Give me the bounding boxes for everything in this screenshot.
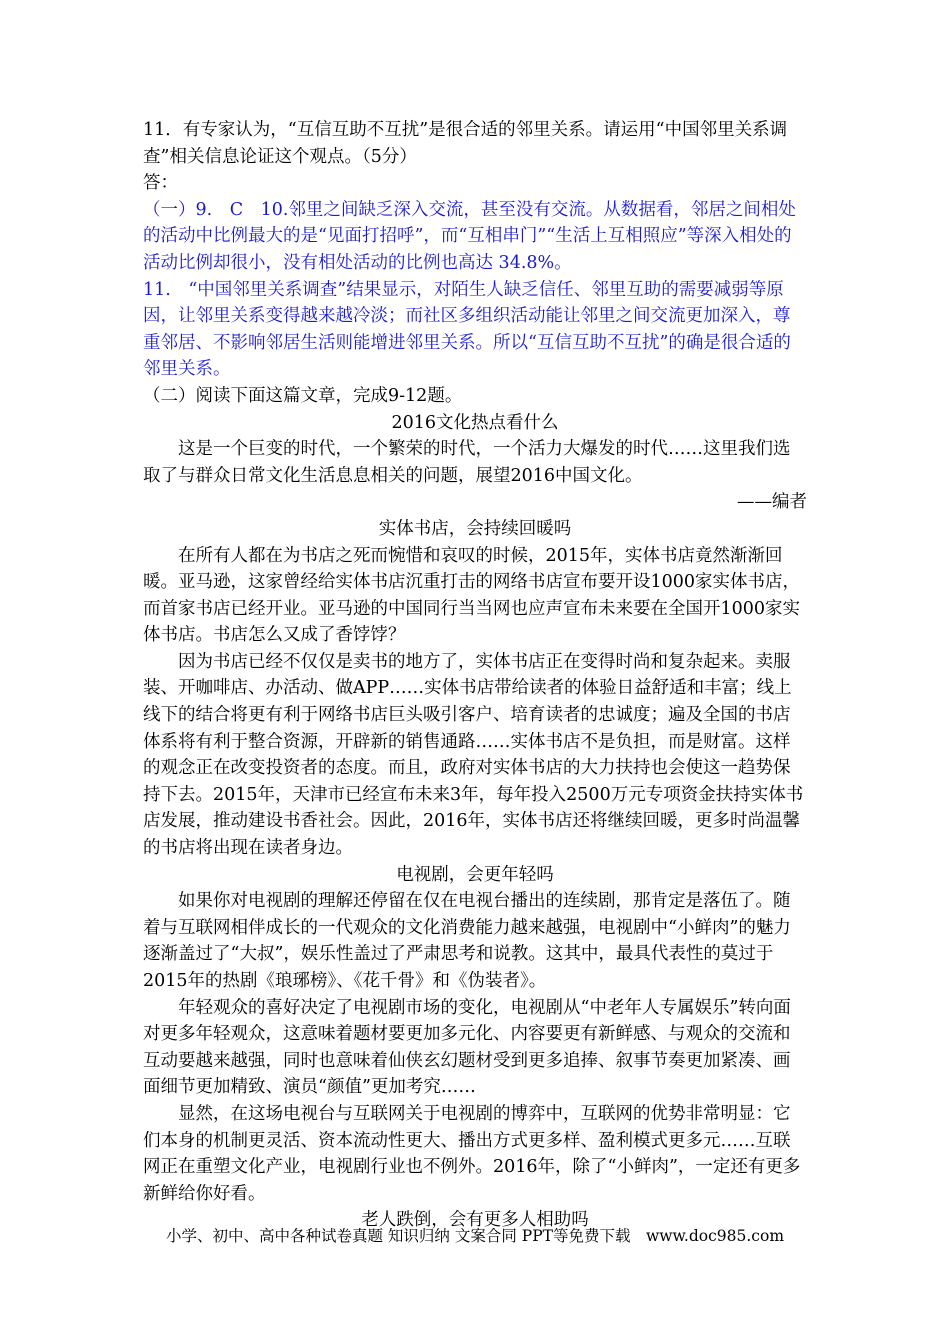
paragraph: 如果你对电视剧的理解还停留在仅在电视台播出的连续剧，那肯定是落伍了。随着与互联网相伴成长的一代观众的文化消费能力越来越强，电视剧中“小鲜肉”的魅力逐渐盖过了“大叔”，娱乐性盖过了严肃思考和说教。这其中，最具代表性的莫过于2015年的热剧《琅琊榜》、《花千骨》和《伪装者》。 xyxy=(143,891,791,991)
document-page xyxy=(143,117,807,1234)
editor-sign: ——编者 xyxy=(737,492,807,513)
answer-part-2: 11. “中国邻里关系调查”结果显示，对陌生人缺乏信任、邻里互助的需要减弱等原因，让邻里关系变得越来越冷淡；而社区多组织活动能让邻里之间交流更加深入，尊重邻居、不影响邻居生活则能增进邻里关系。所以“互信互助不互扰”的确是很合适的邻里关系。 xyxy=(143,279,791,380)
article-title: 2016文化热点看什么 xyxy=(391,412,559,433)
paragraph: 显然，在这场电视台与互联网关于电视剧的博弈中，互联网的优势非常明显：它们本身的机制更灵活、资本流动性更大、播出方式更多样、盈利模式更多元……互联网正在重塑文化产业，电视剧行业也不例外。2016年，除了“小鲜肉”，一定还有更多新鲜给你好看。 xyxy=(143,1103,801,1204)
paragraph: 因为书店已经不仅仅是卖书的地方了，实体书店正在变得时尚和复杂起来。卖服装、开咖啡店、办活动、做APP……实体书店带给读者的体验日益舒适和丰富；线上线下的结合将更有利于网络书店巨头吸引客户、培育读者的忠诚度；遍及全国的书店体系将有利于整合资源，开辟新的销售通路……实体书店不是负担，而是财富。这样的观念正在改变投资者的态度。而且，政府对实体书店的大力扶持也会使这一趋势保持下去。2015年，天津市已经宣布未来3年，每年投入2500万元专项资金扶持实体书店发展，推动建设书香社会。因此，2016年，实体书店还将继续回暖，更多时尚温馨的书店将出现在读者身边。 xyxy=(143,651,804,859)
answer-label: 答： xyxy=(143,173,178,194)
heading-elderly-fall: 老人跌倒，会有更多人相助吗 xyxy=(361,1210,589,1231)
article-lead: 这是一个巨变的时代，一个繁荣的时代，一个活力大爆发的时代……这里我们选取了与群众日常文化生活息息相关的问题，展望2016中国文化。 xyxy=(143,439,791,486)
answer-part-1: （一）9. C 10.邻里之间缺乏深入交流，甚至没有交流。从数据看，邻居之间相处的活动中比例最大的是“见面打招呼”，而“互相串门”“生活上互相照应”等深入相处的活动比例却很小，没有相处活动的比例也高达 34.8%。 xyxy=(143,199,796,273)
paragraph: 年轻观众的喜好决定了电视剧市场的变化，电视剧从“中老年人专属娱乐”转向面对更多年轻观众，这意味着题材要更加多元化、内容要更有新鲜感、与观众的交流和互动要越来越强，同时也意味着仙侠玄幻题材受到更多追捧、叙事节奏更加紧凑、画面细节更加精致、演员“颜值”更加考究…… xyxy=(143,997,791,1098)
footer-ad: 小学、初中、高中各种试卷真题 知识归纳 文案合同 PPT等免费下载 www.doc985.com xyxy=(165,1227,785,1245)
question-11: 11．有专家认为，“互信互助不互扰”是很合适的邻里关系。请运用“中国邻里关系调查”相关信息论证这个观点。（5分） xyxy=(143,120,788,167)
heading-tv-drama: 电视剧，会更年轻吗 xyxy=(396,864,554,885)
paragraph: 在所有人都在为书店之死而惋惜和哀叹的时候，2015年，实体书店竟然渐渐回暖。亚马逊，这家曾经给实体书店沉重打击的网络书店宣布要开设1000家实体书店，而首家书店已经开业。亚马逊的中国同行当当网也应声宣布未来要在全国开1000家实体书店。书店怎么又成了香饽饽？ xyxy=(143,545,801,646)
heading-bookstore: 实体书店，会持续回暖吗 xyxy=(378,518,572,539)
section-intro: （二）阅读下面这篇文章，完成9-12题。 xyxy=(143,385,463,406)
